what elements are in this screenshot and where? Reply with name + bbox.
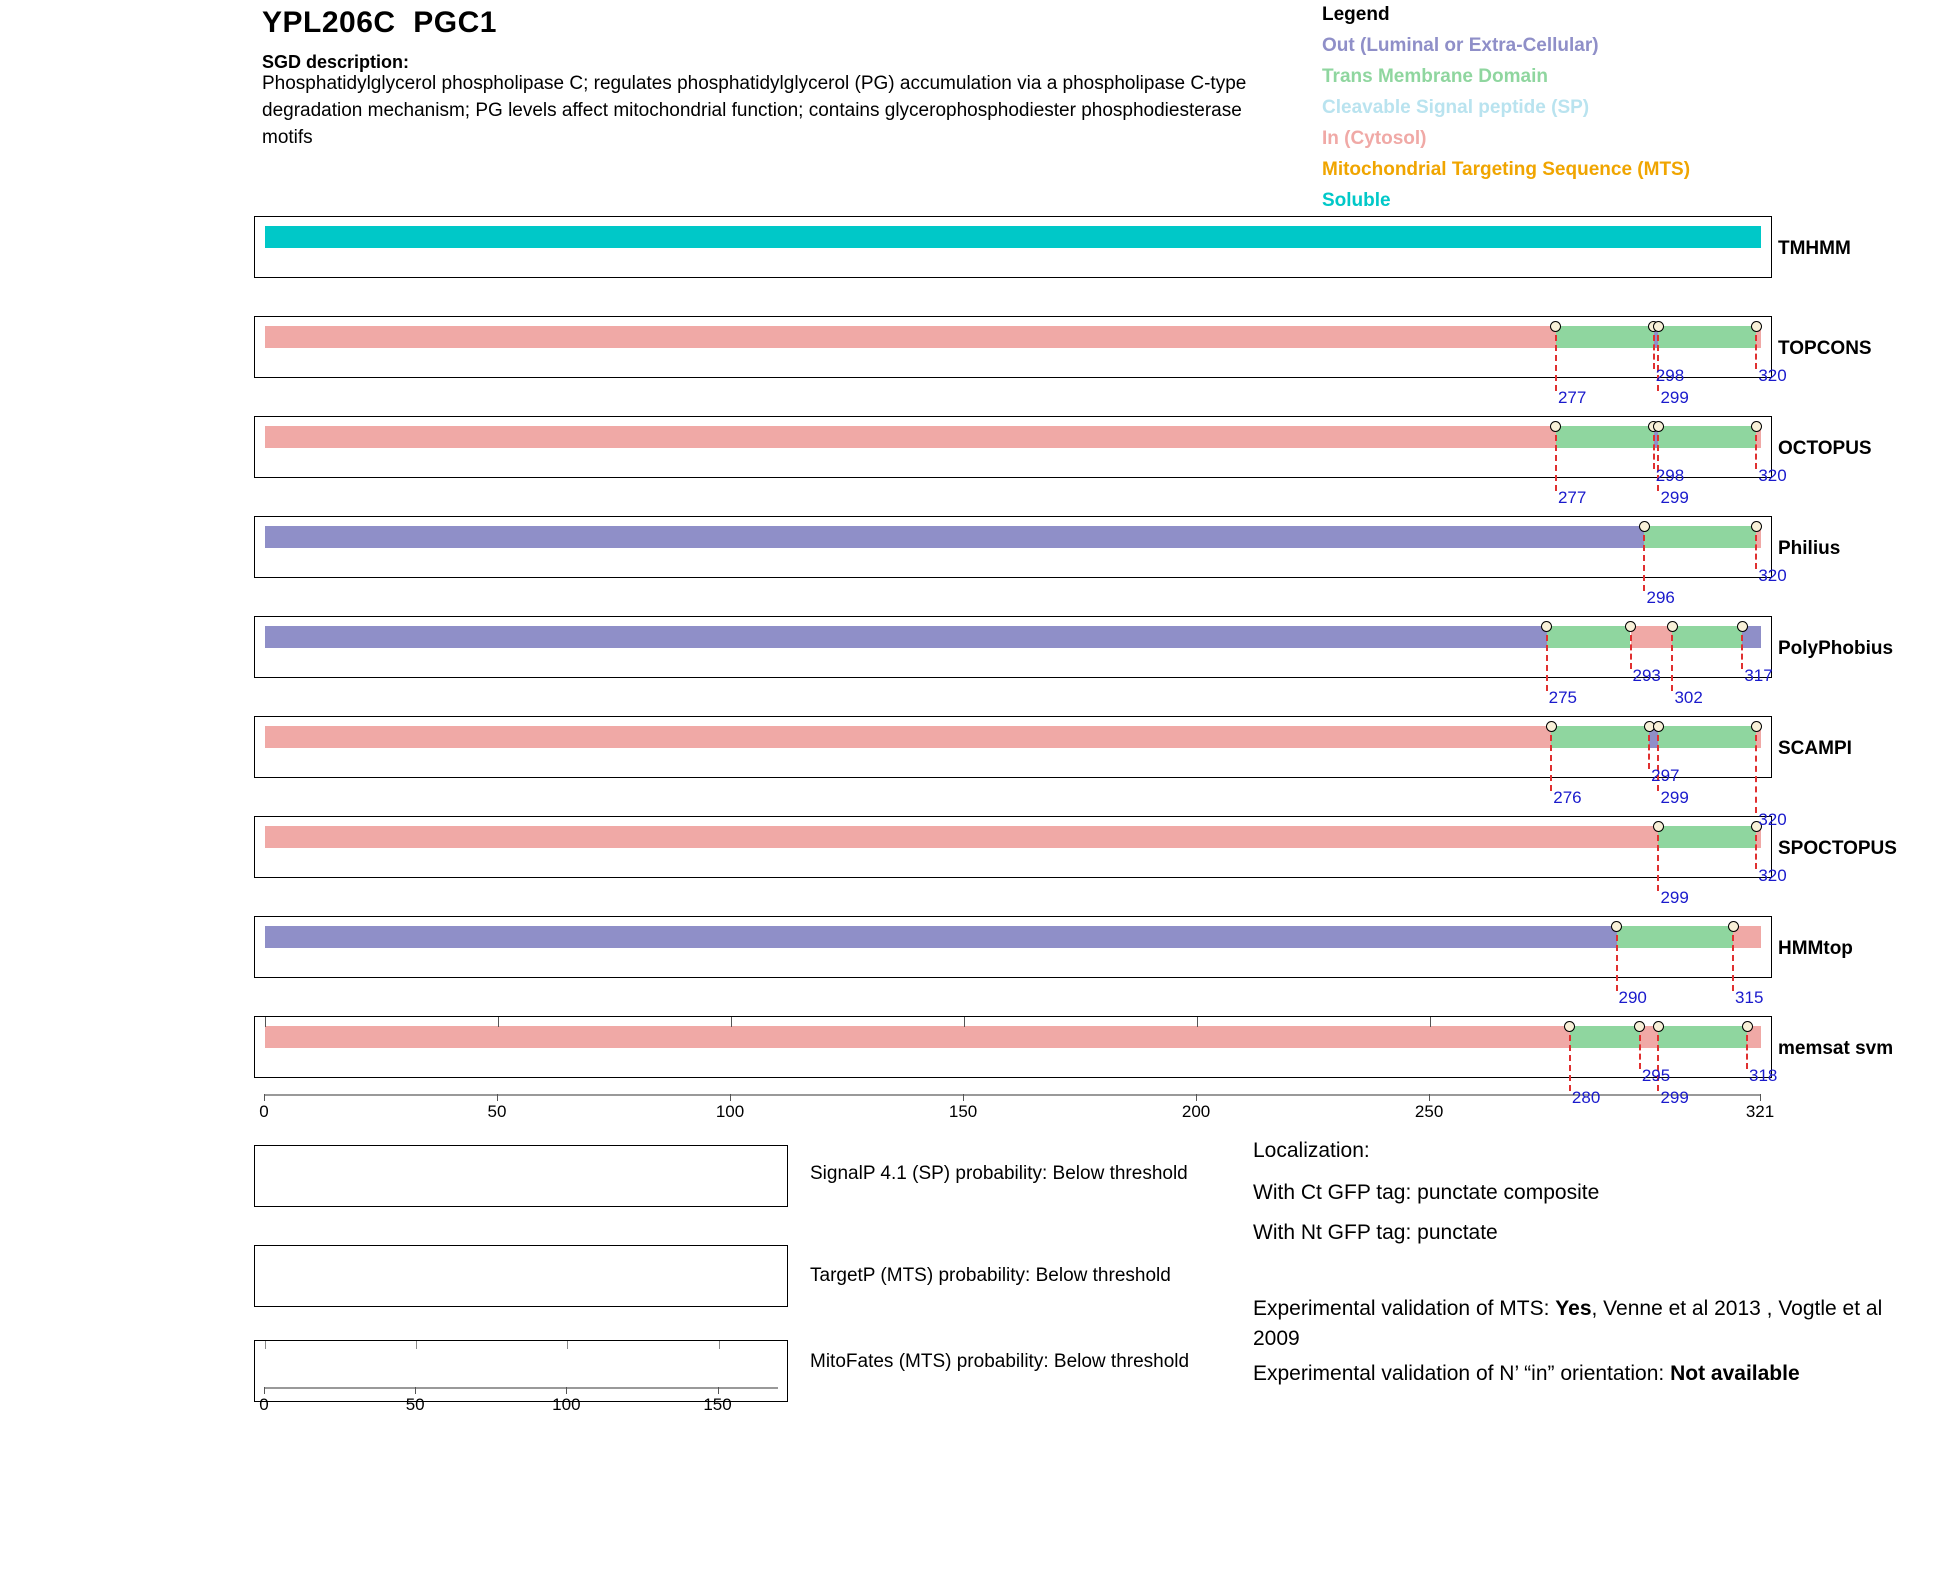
segment-in [265, 326, 1556, 348]
mitofates-axis-tick-label: 50 [405, 1395, 425, 1414]
legend-item-soluble: Soluble [1322, 190, 1391, 211]
legend-item-mts: Mitochondrial Targeting Sequence (MTS) [1322, 159, 1691, 180]
track-topcons [254, 316, 1772, 378]
track-bar [265, 1026, 1761, 1048]
marker-position-label: 295 [1641, 1066, 1671, 1085]
position-marker [1653, 821, 1664, 832]
marker-dash-line [1671, 635, 1673, 691]
axis-tick-mark [1196, 1094, 1197, 1101]
marker-position-label: 275 [1548, 688, 1577, 707]
sgd-description-text: Phosphatidylglycerol phospholipase C; regulates phosphatidylglycerol (PG) accumulation via a phospholipase C-type degradation mechanism; PG levels affect mitochondrial function; contains glycerophosphodiester phosphodiesterase motifs [262, 73, 1247, 148]
marker-position-label: 297 [1651, 766, 1680, 785]
experimental-mts-suffix: , Venne et al 2013 , Vogtle et al 2009 [1253, 1297, 1883, 1350]
mitofates-axis-tick-mark [415, 1387, 416, 1394]
segment-out [265, 526, 1644, 548]
track-bar [265, 726, 1761, 748]
axis-gridline [1430, 1017, 1431, 1027]
track-bar [265, 626, 1761, 648]
position-marker [1653, 721, 1664, 732]
segment-tmd [1551, 726, 1649, 748]
marker-position-label: 299 [1660, 488, 1689, 507]
segment-tmd [1658, 726, 1756, 748]
segment-tmd [1658, 326, 1756, 348]
track-label-tmhmm: TMHMM [1778, 238, 1851, 259]
marker-dash-line [1643, 535, 1645, 591]
signalp-label: SignalP 4.1 (SP) probability: Below threshold [810, 1163, 1188, 1184]
track-memsat-svm [254, 1016, 1772, 1078]
marker-dash-line [1550, 735, 1552, 791]
segment-tmd [1617, 926, 1734, 948]
marker-position-label: 299 [1660, 388, 1689, 407]
axis-gridline [731, 1017, 732, 1027]
marker-dash-line [1648, 735, 1650, 769]
track-hmmtop [254, 916, 1772, 978]
marker-position-label: 320 [1758, 366, 1787, 385]
track-label-memsat-svm: memsat svm [1778, 1038, 1894, 1059]
track-label-philius: Philius [1778, 538, 1841, 559]
marker-position-label: 320 [1758, 810, 1787, 829]
main-axis-line [254, 1094, 1772, 1106]
position-marker [1742, 1021, 1753, 1032]
marker-dash-line [1755, 735, 1757, 813]
segment-tmd [1658, 1026, 1747, 1048]
track-bar [265, 826, 1761, 848]
signalp-box [254, 1145, 788, 1207]
axis-tick-label: 150 [948, 1102, 978, 1121]
position-marker [1611, 921, 1622, 932]
mitofates-axis-tick-label: 150 [703, 1395, 732, 1414]
track-label-spoctopus: SPOCTOPUS [1778, 838, 1897, 859]
axis-tick-mark [730, 1094, 731, 1101]
marker-position-label: 280 [1571, 1088, 1601, 1107]
track-bar [265, 426, 1761, 448]
track-bar [265, 326, 1761, 348]
segment-tmd [1547, 626, 1631, 648]
mitofates-axis-tick-mark [566, 1387, 567, 1394]
mitofates-gridline [567, 1341, 568, 1349]
marker-dash-line [1639, 1035, 1641, 1069]
segment-tmd [1556, 326, 1654, 348]
marker-position-label: 320 [1758, 566, 1787, 585]
mitofates-label: MitoFates (MTS) probability: Below threshold [810, 1351, 1190, 1372]
position-marker [1751, 721, 1762, 732]
marker-dash-line [1741, 635, 1743, 669]
marker-dash-line [1555, 335, 1557, 391]
targetp-label: TargetP (MTS) probability: Below threshold [810, 1265, 1171, 1286]
marker-dash-line [1746, 1035, 1748, 1069]
marker-dash-line [1653, 435, 1655, 469]
localization-ct-tag: With Ct GFP tag: punctate composite [1253, 1181, 1600, 1204]
mitofates-axis [254, 1387, 788, 1417]
experimental-orientation-value: Not available [1670, 1362, 1800, 1385]
segment-tmd [1658, 426, 1756, 448]
position-marker [1728, 921, 1739, 932]
marker-position-label: 298 [1655, 366, 1685, 385]
track-label-topcons: TOPCONS [1778, 338, 1872, 359]
track-octopus [254, 416, 1772, 478]
track-tmhmm [254, 216, 1772, 278]
position-marker [1546, 721, 1557, 732]
position-marker [1653, 321, 1664, 332]
position-marker [1639, 521, 1650, 532]
segment-in [265, 426, 1556, 448]
marker-position-label: 320 [1758, 866, 1787, 885]
axis-tick-label: 200 [1181, 1102, 1211, 1121]
page-title: YPL206C PGC1 [262, 6, 497, 39]
legend-item-out: Out (Luminal or Extra-Cellular) [1322, 35, 1599, 56]
segment-out [265, 926, 1617, 948]
track-bar [265, 926, 1761, 948]
segment-tmd [1658, 826, 1756, 848]
mitofates-gridline [265, 1341, 266, 1349]
marker-dash-line [1755, 435, 1757, 469]
segment-in [265, 826, 1658, 848]
experimental-orientation [1253, 1359, 1893, 1389]
legend-title: Legend [1322, 4, 1390, 25]
sgd-description-label: SGD description: [262, 52, 410, 72]
mitofates-gridline [719, 1341, 720, 1349]
axis-tick-label: 50 [487, 1102, 507, 1121]
marker-position-label: 276 [1553, 788, 1582, 807]
axis-tick-mark [1429, 1094, 1430, 1101]
axis-gridline [1197, 1017, 1198, 1027]
experimental-orientation-prefix: Experimental validation of N’ “in” orientation: [1253, 1362, 1671, 1385]
track-polyphobius [254, 616, 1772, 678]
marker-dash-line [1755, 835, 1757, 869]
position-marker [1751, 321, 1762, 332]
track-label-hmmtop: HMMtop [1778, 938, 1853, 959]
axis-tick-mark [963, 1094, 964, 1101]
position-marker [1667, 621, 1678, 632]
segment-in [1631, 626, 1673, 648]
marker-position-label: 320 [1758, 466, 1787, 485]
segment-tmd [1570, 1026, 1640, 1048]
axis-tick-label: 100 [715, 1102, 745, 1121]
localization-title: Localization: [1253, 1139, 1370, 1162]
position-marker [1653, 1021, 1664, 1032]
marker-dash-line [1755, 535, 1757, 569]
mitofates-axis-tick-label: 0 [259, 1395, 269, 1414]
legend-item-sp: Cleavable Signal peptide (SP) [1322, 97, 1590, 118]
marker-position-label: 317 [1744, 666, 1773, 685]
axis-gridline [964, 1017, 965, 1027]
mitofates-axis-tick-mark [264, 1387, 265, 1394]
position-marker [1737, 621, 1748, 632]
segment-in [265, 1026, 1570, 1048]
marker-position-label: 302 [1674, 688, 1703, 707]
segment-out [265, 626, 1547, 648]
mitofates-axis-tick-mark [718, 1387, 719, 1394]
position-marker [1653, 421, 1664, 432]
marker-position-label: 277 [1557, 388, 1587, 407]
axis-tick-mark [1760, 1094, 1761, 1101]
position-marker [1625, 621, 1636, 632]
marker-dash-line [1653, 335, 1655, 369]
position-marker [1751, 421, 1762, 432]
track-label-polyphobius: PolyPhobius [1778, 638, 1894, 659]
marker-position-label: 298 [1655, 466, 1685, 485]
track-spoctopus [254, 816, 1772, 878]
experimental-mts-value: Yes [1555, 1297, 1592, 1320]
axis-tick-label: 0 [259, 1102, 269, 1121]
experimental-mts [1253, 1294, 1893, 1354]
track-label-scampi: SCAMPI [1778, 738, 1852, 759]
marker-dash-line [1546, 635, 1548, 691]
main-axis [254, 1094, 1775, 1128]
track-bar [265, 526, 1761, 548]
axis-tick-mark [264, 1094, 265, 1101]
segment-in [265, 726, 1551, 748]
track-bar [265, 226, 1761, 248]
axis-tick-mark [497, 1094, 498, 1101]
marker-dash-line [1616, 935, 1618, 991]
marker-position-label: 299 [1660, 1088, 1689, 1107]
marker-position-label: 277 [1557, 488, 1587, 507]
marker-position-label: 293 [1632, 666, 1661, 685]
marker-position-label: 299 [1660, 788, 1689, 807]
marker-dash-line [1732, 935, 1734, 991]
marker-dash-line [1569, 1035, 1571, 1091]
experimental-mts-prefix: Experimental validation of MTS: [1253, 1297, 1556, 1320]
axis-gridline [498, 1017, 499, 1027]
segment-tmd [1556, 426, 1654, 448]
marker-position-label: 296 [1646, 588, 1675, 607]
marker-position-label: 299 [1660, 888, 1689, 907]
marker-dash-line [1755, 335, 1757, 369]
marker-position-label: 315 [1735, 988, 1764, 1007]
legend-item-in: In (Cytosol) [1322, 128, 1427, 149]
targetp-box [254, 1245, 788, 1307]
mitofates-axis-tick-label: 100 [552, 1395, 581, 1414]
mitofates-gridline [416, 1341, 417, 1349]
legend [1322, 4, 1882, 216]
segment-soluble [265, 226, 1761, 248]
segment-tmd [1644, 526, 1756, 548]
marker-position-label: 318 [1749, 1066, 1778, 1085]
marker-dash-line [1630, 635, 1632, 669]
legend-item-tmd: Trans Membrane Domain [1322, 66, 1548, 87]
axis-tick-label: 250 [1414, 1102, 1444, 1121]
marker-dash-line [1657, 835, 1659, 891]
track-scampi [254, 716, 1772, 778]
track-philius [254, 516, 1772, 578]
axis-gridline [265, 1017, 266, 1027]
marker-position-label: 290 [1618, 988, 1647, 1007]
axis-tick-label: 321 [1745, 1102, 1775, 1121]
marker-dash-line [1555, 435, 1557, 491]
localization-nt-tag: With Nt GFP tag: punctate [1253, 1221, 1498, 1244]
position-marker [1751, 521, 1762, 532]
track-label-octopus: OCTOPUS [1778, 438, 1872, 459]
segment-tmd [1672, 626, 1742, 648]
